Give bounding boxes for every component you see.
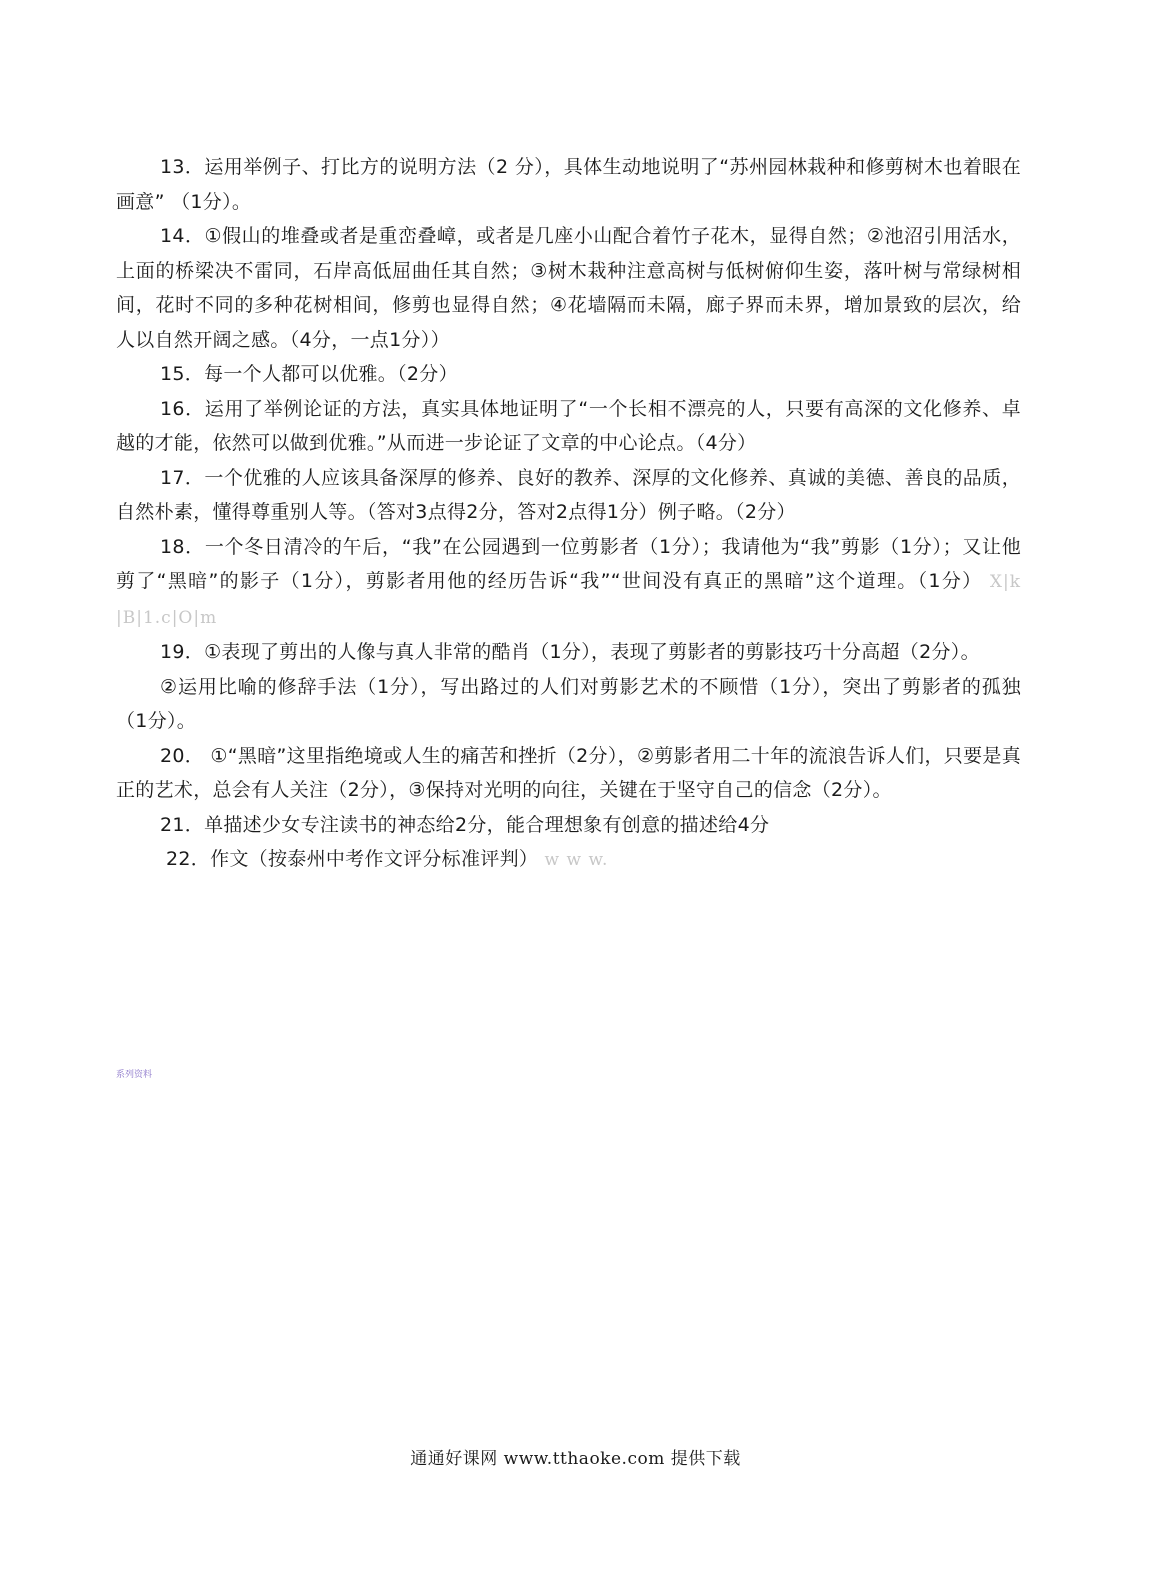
answer-16: 16．运用了举例论证的方法，真实具体地证明了“一个长相不漂亮的人，只要有高深的文化修养、卓越的才能，依然可以做到优雅。”从而进一步论证了文章的中心论点。（4分） bbox=[116, 397, 1021, 454]
watermark-text: w w w. bbox=[544, 850, 609, 870]
answer-20: 20． ①“黑暗”这里指绝境或人生的痛苦和挫折（2分），②剪影者用二十年的流浪告诉人们，只要是真正的艺术，总会有人关注（2分），③保持对光明的向往，关键在于坚守自己的信念（2分）。 bbox=[116, 744, 1021, 801]
answer-22: 22．作文（按泰州中考作文评分标准评判） w w w. bbox=[166, 848, 609, 870]
answer-18: 18．一个冬日清冷的午后，“我”在公园遇到一位剪影者（1分）；我请他为“我”剪影（1分）；又让他剪了“黑暗”的影子（1分），剪影者用他的经历告诉“我”“世间没有真正的黑暗”这个道理。（1分） X|k |B|1.c|O|m bbox=[116, 535, 1022, 628]
page-footer: 通通好课网 www.tthaoke.com 提供下载 bbox=[410, 1449, 741, 1469]
answer-13: 13．运用举例子、打比方的说明方法（2 分），具体生动地说明了“苏州园林栽种和修剪树木也着眼在画意” （1分）。 bbox=[116, 156, 1021, 213]
answer-21: 21．单描述少女专注读书的神态给2分，能合理想象有创意的描述给4分 bbox=[160, 813, 770, 836]
answer-15: 15．每一个人都可以优雅。（2分） bbox=[160, 363, 458, 385]
watermark-text: X|k |B|1.c|O|m bbox=[116, 572, 1022, 628]
answer-key bbox=[116, 150, 1021, 878]
answer-17: 17．一个优雅的人应该具备深厚的修养、良好的教养、深厚的文化修养、真诚的美德、善良的品质，自然朴素，懂得尊重别人等。（答对3点得2分，答对2点得1分）例子略。（2分） bbox=[116, 466, 1021, 523]
answer-19-part2: ②运用比喻的修辞手法（1分），写出路过的人们对剪影艺术的不顾惜（1分），突出了剪影者的孤独（1分）。 bbox=[116, 675, 1021, 732]
series-materials-link[interactable]: 系列资料 bbox=[116, 1070, 153, 1080]
answer-14: 14．①假山的堆叠或者是重峦叠嶂，或者是几座小山配合着竹子花木，显得自然；②池沼引用活水，上面的桥梁决不雷同，石岸高低屈曲任其自然；③树木栽种注意高树与低树俯仰生姿，落叶树与常绿树相间，花时不同的多种花树相间，修剪也显得自然；④花墙隔而未隔，廊子界而未界，增加景致的层次，给人以自然开阔之感。（4分，一点1分）） bbox=[116, 225, 1021, 351]
answer-19-part1: 19．①表现了剪出的人像与真人非常的酷肖（1分），表现了剪影者的剪影技巧十分高超（2分）。 bbox=[160, 641, 980, 663]
